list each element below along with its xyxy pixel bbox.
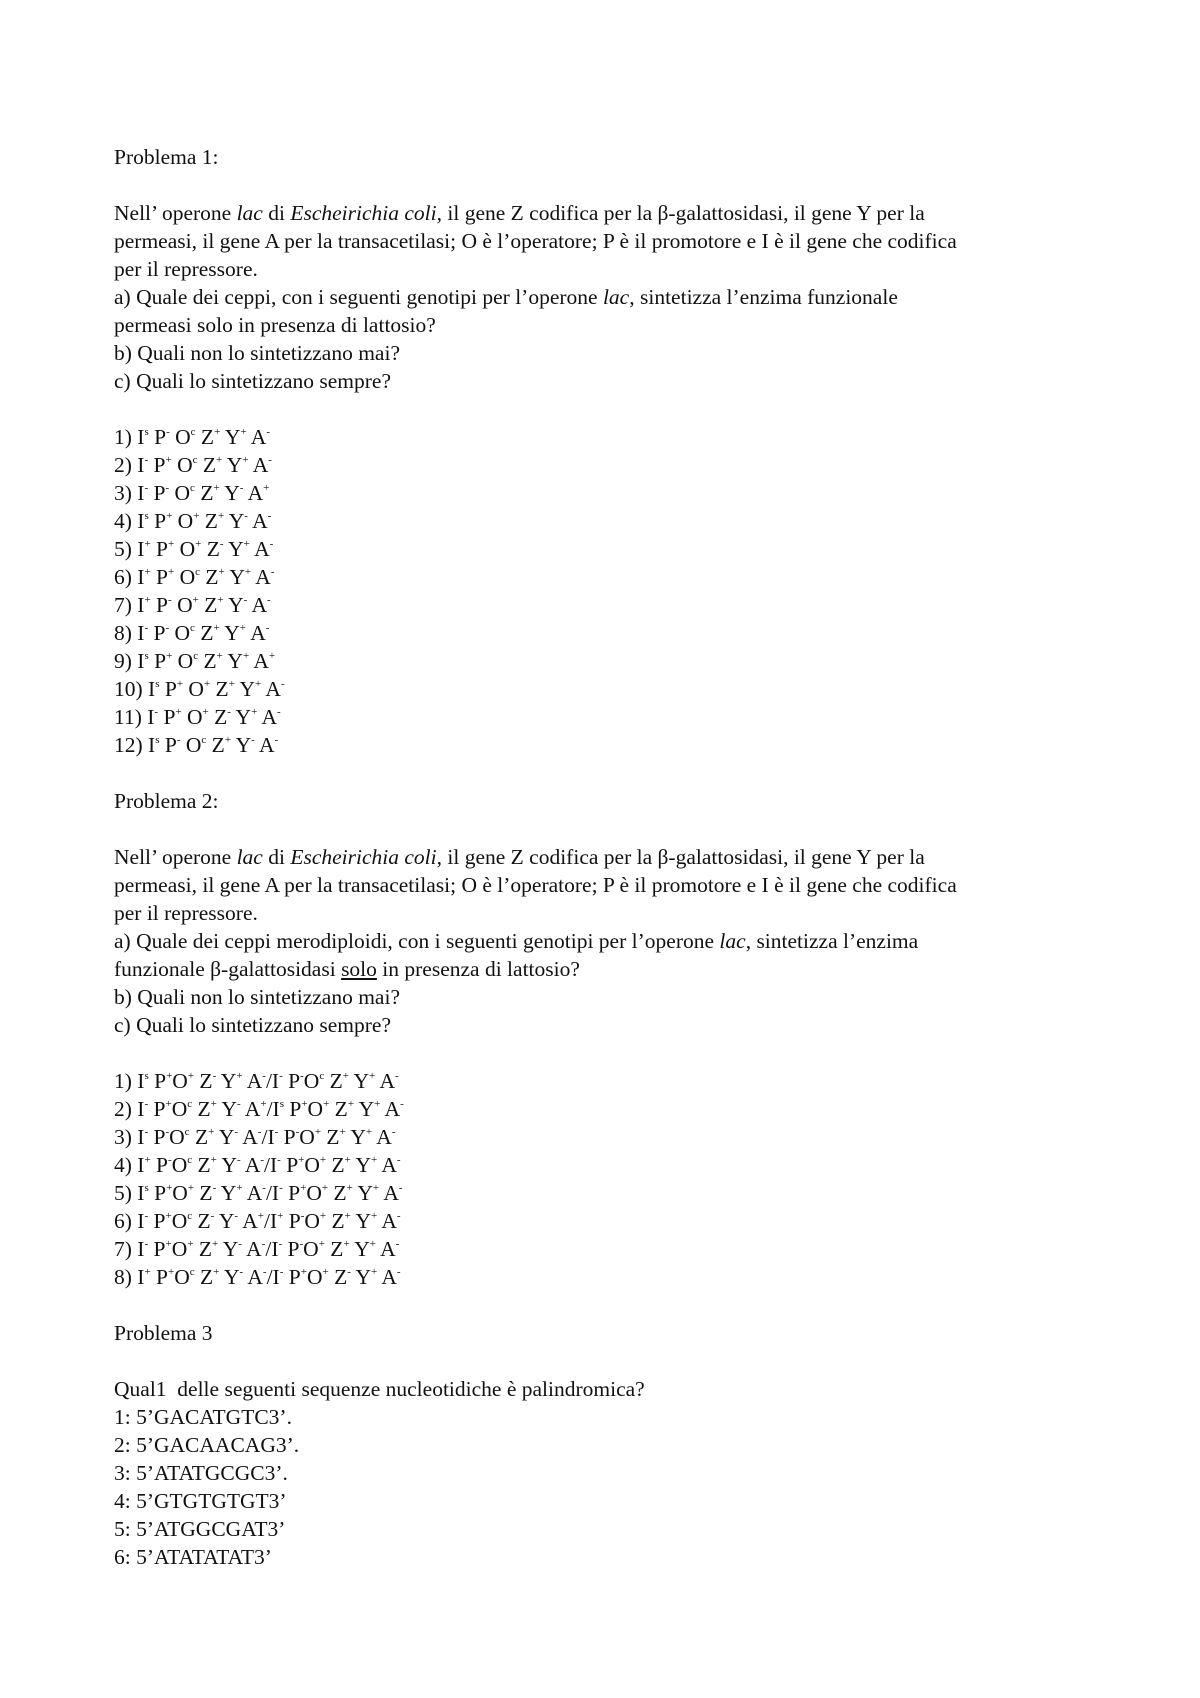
genotype-item: 12) $I^s$ P- $O^c$ Z+ Y- A- — [114, 733, 279, 757]
problem2-question-a: a) Quale dei ceppi merodiploidi, con i seguenti genotipi per l’operone lac, sintetizza l’enzima funzionale β-galattosidasi solo in presenza di lattosio? — [114, 929, 919, 981]
sequence-item: 4: 5’GTGTGTGT3’ — [114, 1489, 287, 1513]
problem2-genotype-list — [114, 1067, 1094, 1291]
lac-term: lac — [236, 201, 263, 225]
species-name: Escheirichia coli — [290, 845, 437, 869]
problem2-heading: Problema 2: — [114, 789, 219, 813]
genotype-item: 11) I- P+ O+ Z- Y+ A- — [114, 705, 281, 729]
sequence-item: 1: 5’GACATGTC3’. — [114, 1405, 292, 1429]
sequence-item: 2: 5’GACAACAG3’. — [114, 1433, 300, 1457]
problem2-question-b: b) Quali non lo sintetizzano mai? — [114, 985, 400, 1009]
lac-term: lac — [602, 285, 630, 309]
document-page — [114, 143, 1094, 1571]
genotype-item: 7) I+ P- O+ Z+ Y- A- — [114, 593, 271, 617]
lac-term: lac — [236, 845, 263, 869]
genotype-item: 3) I- $P^-O^c$ Z+ Y- A-/I- P-O+ Z+ Y+ A- — [114, 1125, 396, 1149]
problem3-question: Qual1 delle seguenti sequenze nucleotidiche è palindromica? — [114, 1377, 645, 1401]
genotype-item: 6) I+ P+ $O^c$ Z+ Y+ A- — [114, 565, 275, 589]
genotype-item: 8) I- P- $O^c$ Z+ Y+ A- — [114, 621, 270, 645]
genotype-item: 4) I+ $P^-O^c$ Z+ Y- A-/I- P+O+ Z+ Y+ A- — [114, 1153, 401, 1177]
lac-term: lac — [719, 929, 746, 953]
genotype-item: 10) $I^s$ P+ O+ Z+ Y+ A- — [114, 677, 285, 701]
problem1-genotype-list — [114, 423, 1094, 759]
underlined-solo: solo — [341, 957, 377, 981]
genotype-item: 6) I- $P^+O^c$ Z- Y- A+/I+ P-O+ Z+ Y+ A- — [114, 1209, 401, 1233]
genotype-item: 2) I- P+ $O^c$ Z+ Y+ A- — [114, 453, 272, 477]
species-name: Escheirichia coli — [290, 201, 437, 225]
genotype-item: 8) I+ $P^+O^c$ Z+ Y- A-/I- P+O+ Z- Y+ A- — [114, 1265, 401, 1289]
problem3-sequence-list — [114, 1403, 1094, 1571]
problem1-question-a: a) Quale dei ceppi, con i seguenti genotipi per l’operone lac, sintetizza l’enzima funzionale permeasi solo in presenza di lattosio? — [114, 285, 898, 337]
problem2-intro: Nell’ operone lac di Escheirichia coli, il gene Z codifica per la β-galattosidasi, il gene Y per la permeasi, il gene A per la transacetilasi; O è l’operatore; P è il promotore e I è il gene che codifica per il repressore. — [114, 845, 957, 925]
problem1-question-b: b) Quali non lo sintetizzano mai? — [114, 341, 400, 365]
genotype-item: 1) $I^s$ P- $O^c$ Z+ Y+ A- — [114, 425, 270, 449]
sequence-item: 6: 5’ATATATAT3’ — [114, 1545, 272, 1569]
genotype-item: 5) I+ P+ O+ Z- Y+ A- — [114, 537, 274, 561]
genotype-item: 9) $I^s$ P+ $O^c$ Z+ Y+ A+ — [114, 649, 276, 673]
sequence-item: 5: 5’ATGGCGAT3’ — [114, 1517, 286, 1541]
problem3-heading: Problema 3 — [114, 1321, 213, 1345]
problem2-question-c: c) Quali lo sintetizzano sempre? — [114, 1013, 392, 1037]
genotype-item: 1) $I^s$ P+O+ Z- Y+ A-/I- $P^-O^c$ Z+ Y+ A- — [114, 1069, 399, 1093]
problem1-intro: Nell’ operone lac di Escheirichia coli, il gene Z codifica per la β-galattosidasi, il gene Y per la permeasi, il gene A per la transacetilasi; O è l’operatore; P è il promotore e I è il gene che codifica per il repressore. — [114, 201, 957, 281]
genotype-item: 5) $I^s$ P+O+ Z- Y+ A-/I- P+O+ Z+ Y+ A- — [114, 1181, 403, 1205]
genotype-item: 7) I- P+O+ Z+ Y- A-/I- P-O+ Z+ Y+ A- — [114, 1237, 400, 1261]
genotype-item: 2) I- $P^+O^c$ Z+ Y- $A^+/I^s$ P+O+ Z+ Y+ A- — [114, 1097, 404, 1121]
sequence-item: 3: 5’ATATGCGC3’. — [114, 1461, 288, 1485]
problem1-heading: Problema 1: — [114, 145, 219, 169]
genotype-item: 4) $I^s$ P+ O+ Z+ Y- A- — [114, 509, 272, 533]
problem1-question-c: c) Quali lo sintetizzano sempre? — [114, 369, 392, 393]
genotype-item: 3) I- P- $O^c$ Z+ Y- A+ — [114, 481, 270, 505]
